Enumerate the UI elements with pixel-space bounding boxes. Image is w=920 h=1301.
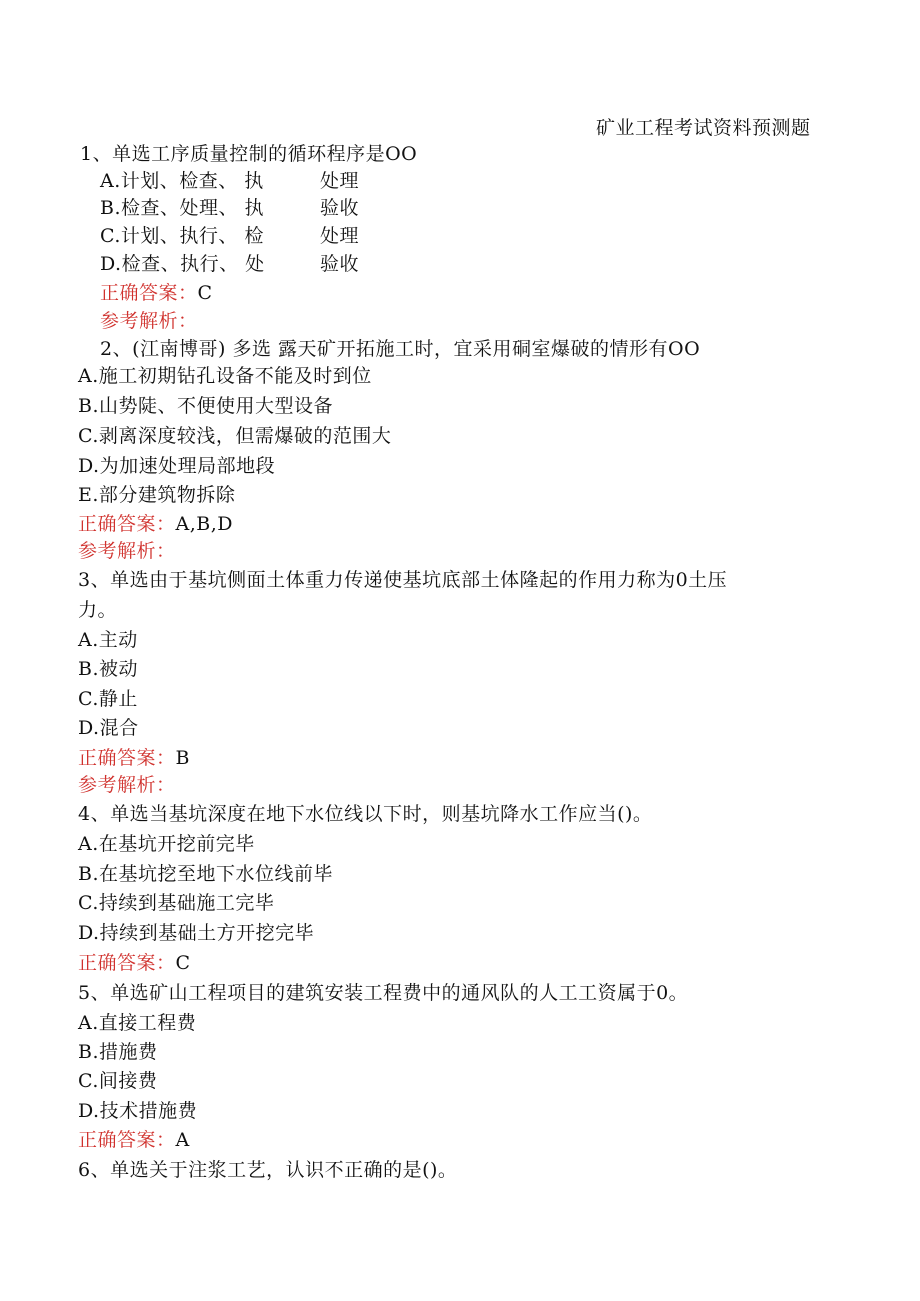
question-6-stem: 6、单选关于注浆工艺，认识不正确的是()。 xyxy=(78,1159,458,1181)
question-2-stem: 2、(江南博哥) 多选 露天矿开拓施工时，宜采用硐室爆破的情形有OO xyxy=(100,338,701,360)
question-1-answer xyxy=(100,279,213,307)
question-3-option-a: A.主动 xyxy=(78,629,138,651)
question-4-stem: 4、单选当基坑深度在地下水位线以下时，则基坑降水工作应当()。 xyxy=(78,803,653,825)
question-4-answer xyxy=(78,949,191,977)
option-part: D.检查、执行、 处 xyxy=(100,253,265,275)
question-1-analysis: 参考解析： xyxy=(100,310,198,332)
answer-value: A,B,D xyxy=(175,513,234,535)
option-part: A.计划、检查、 执 xyxy=(100,170,264,192)
answer-label: 正确答案： xyxy=(100,282,198,304)
question-5-answer xyxy=(78,1126,190,1154)
question-2-analysis: 参考解析： xyxy=(78,540,176,562)
option-part: 验收 xyxy=(320,197,360,219)
question-2-option-e: E.部分建筑物拆除 xyxy=(78,484,236,506)
question-2-option-b: B.山势陡、不便使用大型设备 xyxy=(78,395,334,417)
option-part: B.检查、处理、 执 xyxy=(100,197,265,219)
question-3-answer xyxy=(78,744,190,772)
answer-value: A xyxy=(175,1129,190,1151)
option-part: 处理 xyxy=(320,225,360,247)
question-2-answer xyxy=(78,510,233,538)
question-4-option-b: B.在基坑挖至地下水位线前毕 xyxy=(78,863,334,885)
question-3-option-b: B.被动 xyxy=(78,658,139,680)
question-1-option-a xyxy=(100,167,360,195)
option-part: 处理 xyxy=(320,170,360,192)
question-3-option-d: D.混合 xyxy=(78,717,139,739)
question-4-option-c: C.持续到基础施工完毕 xyxy=(78,892,275,914)
question-2-option-c: C.剥离深度较浅，但需爆破的范围大 xyxy=(78,425,392,447)
answer-label: 正确答案： xyxy=(78,747,176,769)
answer-label: 正确答案： xyxy=(78,952,176,974)
question-5-option-a: A.直接工程费 xyxy=(78,1012,197,1034)
answer-label: 正确答案： xyxy=(78,513,176,535)
answer-value: C xyxy=(197,282,213,304)
question-5-option-d: D.技术措施费 xyxy=(78,1100,198,1122)
question-3-option-c: C.静止 xyxy=(78,688,138,710)
question-4-option-d: D.持续到基础土方开挖完毕 xyxy=(78,922,315,944)
question-2-option-d: D.为加速处理局部地段 xyxy=(78,455,276,477)
question-4-option-a: A.在基坑开挖前完毕 xyxy=(78,833,255,855)
question-5-stem: 5、单选矿山工程项目的建筑安装工程费中的通风队的人工工资属于0。 xyxy=(78,982,689,1004)
option-part: C.计划、执行、 检 xyxy=(100,225,264,247)
question-5-option-c: C.间接费 xyxy=(78,1070,158,1092)
question-1-stem: 1、单选工序质量控制的循环程序是OO xyxy=(80,143,418,165)
option-part: 验收 xyxy=(320,253,360,275)
question-3-analysis: 参考解析： xyxy=(78,774,176,796)
question-5-option-b: B.措施费 xyxy=(78,1041,158,1063)
question-3-stem: 3、单选由于基坑侧面土体重力传递使基坑底部土体隆起的作用力称为0土压 xyxy=(78,569,728,591)
page-title: 矿业工程考试资料预测题 xyxy=(596,117,811,139)
question-1-option-b xyxy=(100,194,360,222)
answer-value: C xyxy=(175,952,191,974)
answer-value: B xyxy=(175,747,190,769)
question-3-stem-cont: 力。 xyxy=(78,599,118,621)
question-2-option-a: A.施工初期钻孔设备不能及时到位 xyxy=(78,365,372,387)
question-1-option-d xyxy=(100,250,360,278)
answer-label: 正确答案： xyxy=(78,1129,176,1151)
question-1-option-c xyxy=(100,222,360,250)
